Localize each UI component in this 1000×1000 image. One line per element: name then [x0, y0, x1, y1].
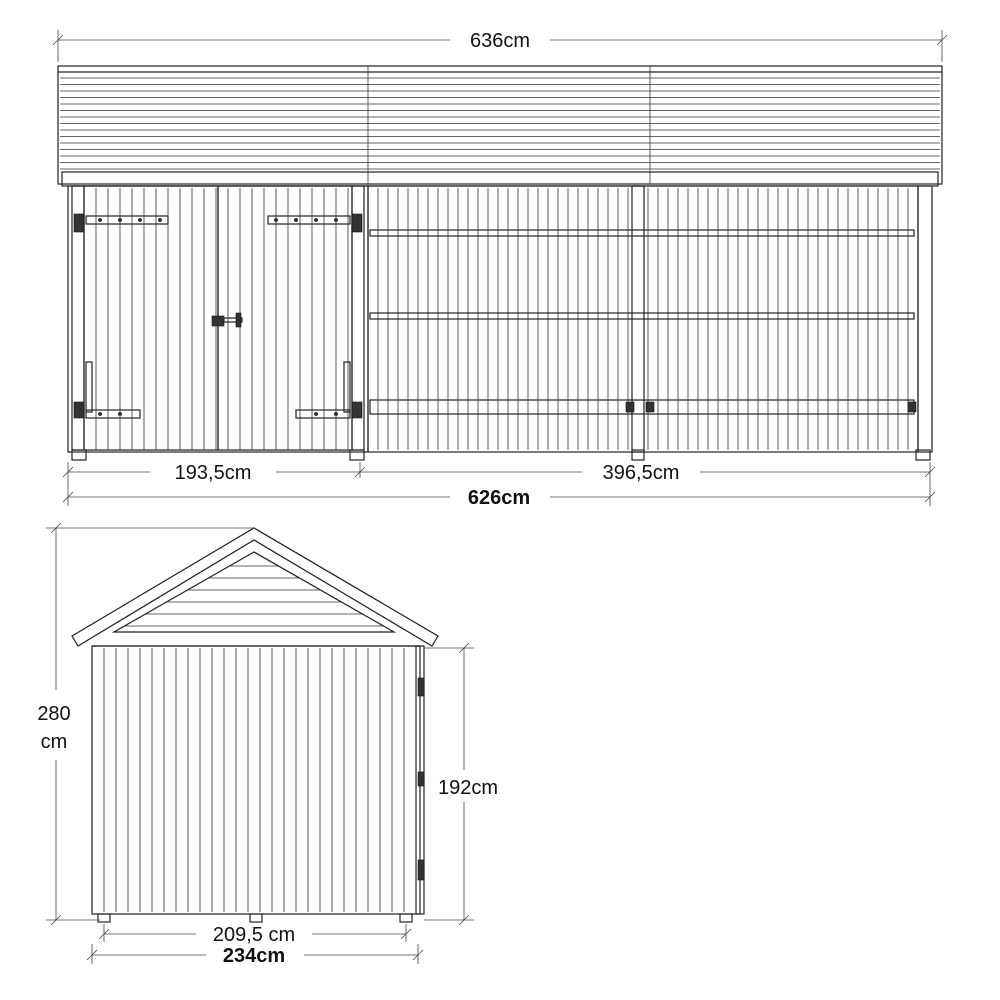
front-view	[53, 30, 947, 509]
dimension-height-total	[37, 523, 254, 925]
side-view	[37, 523, 498, 967]
open-section	[368, 186, 932, 460]
dimension-total-top	[53, 30, 947, 62]
dim-label-636: 636cm	[469, 30, 531, 52]
dim-label-280-unit: cm	[40, 731, 68, 753]
dimension-wall-height	[424, 643, 498, 925]
dimension-total-bottom	[63, 487, 935, 509]
dim-label-192: 192cm	[437, 777, 499, 799]
door-latch	[212, 313, 242, 327]
hinge-top-left	[74, 214, 168, 232]
dim-label-626: 626cm	[467, 487, 531, 509]
closed-section	[68, 186, 368, 460]
dim-label-193-5: 193,5cm	[174, 462, 252, 484]
front-roof	[58, 66, 942, 186]
dim-label-396-5: 396,5cm	[602, 462, 680, 484]
dimension-outer-width	[87, 944, 423, 967]
gable-roof	[72, 528, 438, 646]
dim-label-209-5: 209,5 cm	[212, 924, 296, 946]
dimension-inner-width	[99, 924, 411, 946]
side-wall	[92, 646, 424, 922]
dim-label-234: 234cm	[222, 945, 286, 967]
dim-label-280: 280	[37, 703, 71, 725]
